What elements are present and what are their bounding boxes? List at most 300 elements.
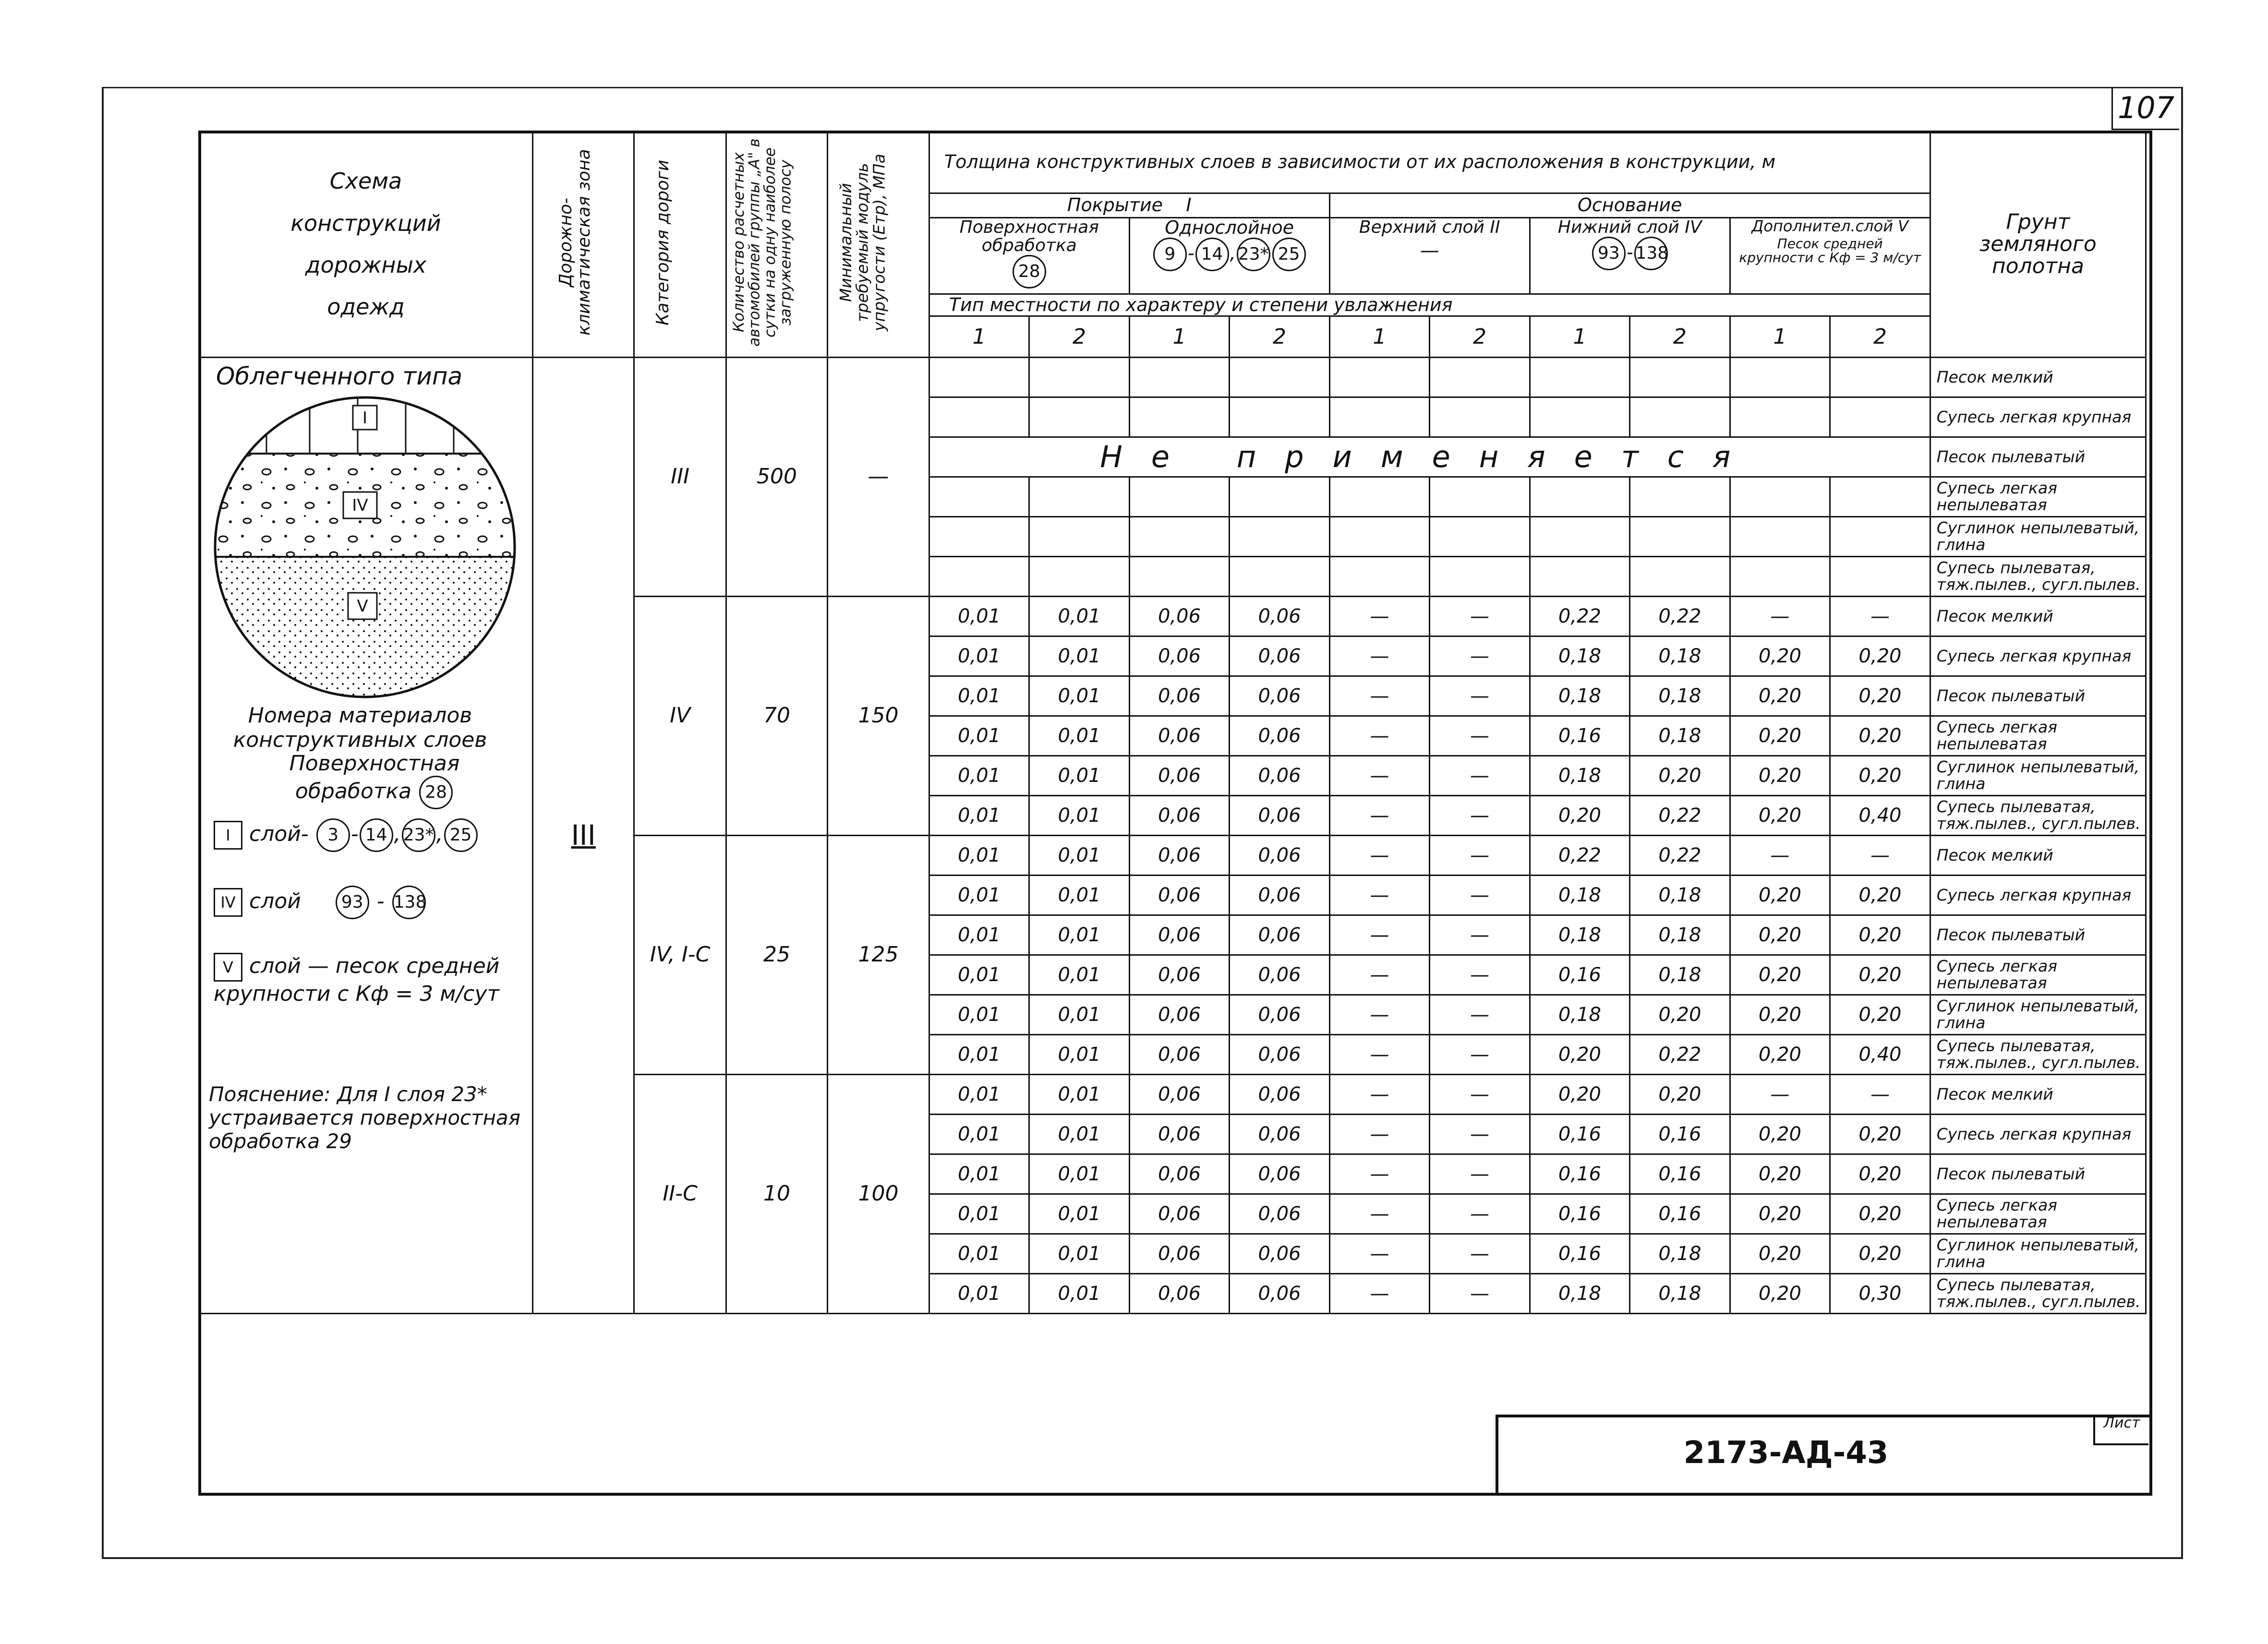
thickness-cell: —: [1329, 676, 1429, 716]
thickness-cell: 0,18: [1630, 1234, 1730, 1274]
thickness-cell: 0,06: [1129, 915, 1229, 955]
legend-item-layer-IV: IV слой 93 - 138: [214, 886, 427, 919]
terrain-col-header: 1: [1129, 316, 1229, 358]
empty-cell: [1430, 517, 1530, 557]
thickness-cell: —: [1430, 1075, 1530, 1115]
empty-cell: [1430, 557, 1530, 597]
empty-cell: [1630, 517, 1730, 557]
empty-cell: [1430, 358, 1530, 397]
thickness-cell: 0,06: [1129, 1274, 1229, 1314]
thickness-cell: 0,06: [1230, 1035, 1329, 1075]
empty-cell: [1129, 517, 1229, 557]
thickness-cell: 0,06: [1230, 1234, 1329, 1274]
thickness-cell: 0,18: [1530, 995, 1629, 1035]
thickness-cell: 0,06: [1129, 836, 1229, 876]
empty-cell: [1230, 477, 1329, 517]
thickness-cell: 0,01: [1029, 995, 1129, 1035]
empty-cell: [1029, 557, 1129, 597]
thickness-cell: —: [1830, 836, 1930, 876]
thickness-cell: 0,01: [929, 1075, 1029, 1115]
thickness-cell: 0,01: [1029, 756, 1129, 796]
thickness-cell: 0,01: [1029, 636, 1129, 676]
construction-type-label: Облегченного типа: [216, 362, 463, 390]
layer-square: I: [214, 821, 242, 850]
thickness-cell: —: [1329, 836, 1429, 876]
material-circle: 28: [419, 776, 453, 809]
thickness-cell: 0,01: [1029, 1115, 1129, 1154]
thickness-cell: 0,18: [1630, 636, 1730, 676]
thickness-cell: 0,06: [1129, 955, 1229, 995]
thickness-cell: 0,20: [1530, 1075, 1629, 1115]
thickness-cell: 0,01: [1029, 1194, 1129, 1234]
thickness-cell: —: [1430, 1115, 1530, 1154]
thickness-cell: 0,22: [1530, 836, 1629, 876]
empty-cell: [1530, 358, 1629, 397]
soil-cell: Супесь легкая непылеватая: [1930, 477, 2146, 517]
thickness-cell: 0,06: [1230, 676, 1329, 716]
thickness-cell: 0,40: [1830, 1035, 1930, 1075]
thickness-cell: 0,06: [1129, 876, 1229, 915]
thickness-cell: 0,01: [1029, 876, 1129, 915]
thickness-cell: 0,06: [1230, 1154, 1329, 1194]
thickness-cell: —: [1329, 1035, 1429, 1075]
thickness-cell: 0,06: [1230, 1194, 1329, 1234]
thickness-cell: —: [1329, 995, 1429, 1035]
thickness-cell: 0,20: [1730, 1035, 1830, 1075]
thickness-cell: 0,01: [929, 597, 1029, 636]
empty-cell: [1830, 358, 1930, 397]
table-row: [199, 358, 2146, 397]
thickness-cell: 0,06: [1129, 716, 1229, 756]
thickness-cell: 0,20: [1730, 716, 1830, 756]
thickness-cell: 0,01: [1029, 676, 1129, 716]
modulus-cell: 150: [828, 597, 929, 836]
terrain-col-header: 1: [929, 316, 1029, 358]
material-circle: 14: [360, 818, 393, 852]
single-layer-header: Однослойное 9 - 14 , 23* 25: [1129, 218, 1329, 294]
material-circle: 25: [1272, 238, 1306, 271]
thickness-cell: 0,16: [1630, 1194, 1730, 1234]
empty-cell: [1630, 358, 1730, 397]
materials-title: Номера материалов конструктивных слоев: [233, 703, 487, 752]
thickness-cell: 0,20: [1730, 756, 1830, 796]
empty-cell: [1730, 557, 1830, 597]
thickness-cell: 0,22: [1530, 597, 1629, 636]
material-circle: 93: [336, 886, 369, 919]
empty-cell: [1129, 557, 1229, 597]
thickness-cell: —: [1329, 597, 1429, 636]
thickness-cell: 0,01: [929, 756, 1029, 796]
thickness-cell: 0,18: [1530, 915, 1629, 955]
traffic-cell: 70: [726, 597, 828, 836]
traffic-header: Количество расчетных автомобилей группы „А" в сутки на одну наиболее загруженную полосу: [726, 132, 828, 358]
material-circle: 138: [392, 886, 426, 919]
thickness-cell: 0,06: [1129, 796, 1229, 836]
thickness-cell: —: [1430, 876, 1530, 915]
empty-cell: [1029, 477, 1129, 517]
thickness-cell: 0,01: [1029, 955, 1129, 995]
soil-cell: Песок мелкий: [1930, 1075, 2146, 1115]
empty-cell: [1029, 397, 1129, 437]
thickness-cell: 0,20: [1530, 1035, 1629, 1075]
thickness-cell: 0,01: [929, 636, 1029, 676]
empty-cell: [1630, 397, 1730, 437]
thickness-cell: 0,20: [1830, 955, 1930, 995]
thickness-cell: 0,06: [1230, 915, 1329, 955]
thickness-cell: 0,16: [1530, 1115, 1629, 1154]
scheme-surface-treatment: Поверхностная обработка 28: [288, 751, 461, 809]
soil-cell: Суглинок непылеватый, глина: [1930, 995, 2146, 1035]
soil-cell: Песок пылеватый: [1930, 676, 2146, 716]
empty-cell: [1730, 358, 1830, 397]
thickness-cell: 0,06: [1129, 756, 1229, 796]
soil-cell: Суглинок непылеватый, глина: [1930, 756, 2146, 796]
material-circle: 23*: [402, 818, 435, 852]
thickness-cell: —: [1329, 1154, 1429, 1194]
base-header: Основание: [1329, 193, 1930, 217]
thickness-cell: 0,18: [1530, 756, 1629, 796]
thickness-cell: 0,20: [1730, 1154, 1830, 1194]
empty-cell: [929, 397, 1029, 437]
thickness-cell: 0,20: [1830, 1194, 1930, 1234]
soil-cell: Супесь легкая крупная: [1930, 876, 2146, 915]
soil-cell: Супесь легкая непылеватая: [1930, 955, 2146, 995]
soil-cell: Супесь легкая крупная: [1930, 397, 2146, 437]
empty-cell: [1230, 517, 1329, 557]
thickness-cell: —: [1329, 876, 1429, 915]
empty-cell: [1630, 557, 1730, 597]
thickness-cell: 0,06: [1230, 955, 1329, 995]
empty-cell: [1730, 397, 1830, 437]
empty-cell: [1230, 397, 1329, 437]
thickness-cell: 0,06: [1230, 1075, 1329, 1115]
thickness-cell: 0,01: [929, 876, 1029, 915]
thickness-cell: —: [1329, 915, 1429, 955]
empty-cell: [1830, 477, 1930, 517]
lower-layer-header: Нижний слой IV 93 - 138: [1530, 218, 1730, 294]
thickness-cell: 0,40: [1830, 796, 1930, 836]
empty-cell: [1730, 477, 1830, 517]
thickness-cell: 0,01: [929, 915, 1029, 955]
soil-cell: Супесь пылеватая, тяж.пылев., сугл.пылев.: [1930, 1035, 2146, 1075]
soil-cell: Супесь пылеватая, тяж.пылев., сугл.пылев.: [1930, 796, 2146, 836]
thickness-cell: 0,16: [1530, 1194, 1629, 1234]
soil-cell: Супесь легкая крупная: [1930, 1115, 2146, 1154]
thickness-cell: —: [1830, 597, 1930, 636]
thickness-cell: —: [1430, 1234, 1530, 1274]
modulus-cell: 125: [828, 836, 929, 1075]
coating-num: I: [1186, 194, 1192, 216]
thickness-cell: 0,06: [1129, 1035, 1229, 1075]
soil-cell: Песок мелкий: [1930, 358, 2146, 397]
category-cell: III: [634, 358, 726, 597]
thickness-cell: —: [1430, 955, 1530, 995]
thickness-cell: 0,20: [1730, 636, 1830, 676]
thickness-cell: 0,01: [929, 716, 1029, 756]
thickness-cell: 0,01: [929, 1194, 1029, 1234]
thickness-cell: 0,20: [1830, 1234, 1930, 1274]
thickness-cell: 0,20: [1630, 1075, 1730, 1115]
legend-item-layer-V: V слой — песок средней крупности с Кф = 3 м/сут: [214, 954, 500, 1006]
thickness-cell: 0,01: [929, 1274, 1029, 1314]
empty-cell: [1530, 477, 1629, 517]
thickness-cell: 0,20: [1730, 1194, 1830, 1234]
thickness-cell: 0,16: [1530, 1154, 1629, 1194]
thickness-cell: 0,20: [1730, 876, 1830, 915]
empty-cell: [1430, 477, 1530, 517]
soil-cell: Песок пылеватый: [1930, 915, 2146, 955]
thickness-cell: 0,20: [1730, 915, 1830, 955]
thickness-title: Толщина конструктивных слоев в зависимости от их расположения в конструкции, м: [929, 132, 1930, 193]
soil-cell: Супесь пылеватая, тяж.пылев., сугл.пылев.: [1930, 1274, 2146, 1314]
thickness-cell: 0,06: [1230, 716, 1329, 756]
thickness-cell: 0,18: [1630, 876, 1730, 915]
thickness-cell: 0,20: [1730, 955, 1830, 995]
thickness-cell: —: [1430, 796, 1530, 836]
thickness-cell: —: [1430, 1274, 1530, 1314]
thickness-cell: 0,06: [1129, 1115, 1229, 1154]
thickness-cell: —: [1430, 915, 1530, 955]
thickness-cell: 0,20: [1830, 636, 1930, 676]
thickness-cell: 0,20: [1730, 1274, 1830, 1314]
empty-cell: [1730, 517, 1830, 557]
thickness-cell: 0,20: [1730, 995, 1830, 1035]
scheme-note: Пояснение: Для I слоя 23* устраивается поверхностная обработка 29: [209, 1082, 521, 1153]
thickness-cell: 0,16: [1530, 1234, 1629, 1274]
layer-bottom-label: V: [357, 597, 368, 616]
thickness-cell: 0,01: [929, 1234, 1029, 1274]
thickness-cell: 0,06: [1230, 1274, 1329, 1314]
thickness-cell: 0,20: [1730, 1234, 1830, 1274]
thickness-cell: —: [1329, 796, 1429, 836]
add-layer-header: Дополнител.слой V Песок средней крупности с Кф = 3 м/сут: [1730, 218, 1930, 294]
scheme-header: Схема конструкций дорожных одежд: [199, 132, 533, 358]
zone-header: Дорожно-климатическая зона: [532, 132, 634, 358]
thickness-cell: 0,16: [1530, 716, 1629, 756]
material-circle: 93: [1592, 237, 1626, 270]
empty-cell: [929, 358, 1029, 397]
thickness-cell: —: [1329, 955, 1429, 995]
thickness-cell: 0,01: [1029, 796, 1129, 836]
layer-circle-svg: [214, 396, 516, 698]
thickness-cell: 0,20: [1730, 796, 1830, 836]
soil-cell: Песок мелкий: [1930, 836, 2146, 876]
empty-cell: [1630, 477, 1730, 517]
thickness-cell: 0,06: [1230, 636, 1329, 676]
thickness-cell: 0,01: [929, 836, 1029, 876]
material-circle: 25: [444, 818, 478, 852]
thickness-cell: 0,01: [1029, 836, 1129, 876]
thickness-cell: —: [1430, 1194, 1530, 1234]
thickness-cell: 0,20: [1830, 876, 1930, 915]
material-circle: 28: [1013, 255, 1046, 288]
material-circle: 9: [1153, 238, 1187, 271]
empty-cell: [929, 477, 1029, 517]
thickness-cell: 0,16: [1630, 1115, 1730, 1154]
thickness-cell: 0,01: [929, 955, 1029, 995]
thickness-cell: 0,06: [1129, 1234, 1229, 1274]
thickness-cell: 0,30: [1830, 1274, 1930, 1314]
thickness-cell: 0,06: [1230, 995, 1329, 1035]
empty-cell: [1830, 557, 1930, 597]
empty-cell: [1329, 358, 1429, 397]
thickness-cell: 0,06: [1230, 836, 1329, 876]
thickness-cell: 0,18: [1630, 676, 1730, 716]
thickness-cell: 0,06: [1230, 756, 1329, 796]
thickness-cell: 0,20: [1630, 756, 1730, 796]
thickness-cell: 0,01: [929, 1035, 1029, 1075]
thickness-cell: 0,16: [1530, 955, 1629, 995]
thickness-cell: 0,20: [1730, 1115, 1830, 1154]
thickness-cell: —: [1329, 636, 1429, 676]
thickness-cell: —: [1430, 597, 1530, 636]
thickness-cell: 0,22: [1630, 597, 1730, 636]
thickness-cell: 0,18: [1530, 676, 1629, 716]
empty-cell: [1230, 557, 1329, 597]
thickness-cell: 0,06: [1230, 796, 1329, 836]
soil-cell: Супесь легкая крупная: [1930, 636, 2146, 676]
soil-cell: Суглинок непылеватый, глина: [1930, 517, 2146, 557]
empty-cell: [1830, 397, 1930, 437]
thickness-cell: —: [1329, 756, 1429, 796]
thickness-cell: —: [1430, 716, 1530, 756]
thickness-cell: —: [1430, 995, 1530, 1035]
thickness-cell: 0,20: [1830, 756, 1930, 796]
thickness-cell: —: [1730, 597, 1830, 636]
terrain-col-header: 1: [1730, 316, 1830, 358]
thickness-cell: 0,18: [1530, 1274, 1629, 1314]
thickness-cell: —: [1730, 1075, 1830, 1115]
thickness-cell: 0,01: [1029, 1075, 1129, 1115]
surface-treatment-header: Поверхностная обработка 28: [929, 218, 1129, 294]
terrain-col-header: 1: [1530, 316, 1629, 358]
thickness-cell: 0,06: [1129, 1154, 1229, 1194]
empty-cell: [1129, 397, 1229, 437]
traffic-cell: 500: [726, 358, 828, 597]
upper-layer-header: Верхний слой II —: [1329, 218, 1530, 294]
thickness-cell: 0,22: [1630, 836, 1730, 876]
layer-square: IV: [214, 888, 242, 917]
empty-cell: [929, 517, 1029, 557]
thickness-cell: —: [1329, 1194, 1429, 1234]
empty-cell: [1230, 358, 1329, 397]
not-used-label: Не применяется: [929, 437, 1930, 477]
empty-cell: [1029, 358, 1129, 397]
thickness-cell: 0,22: [1630, 1035, 1730, 1075]
thickness-cell: —: [1329, 1274, 1429, 1314]
thickness-cell: 0,20: [1830, 915, 1930, 955]
sheet-label: Лист: [2093, 1415, 2148, 1445]
empty-cell: [1129, 358, 1229, 397]
thickness-cell: —: [1430, 756, 1530, 796]
soil-cell: Песок пылеватый: [1930, 437, 2146, 477]
material-circle: 3: [316, 818, 350, 852]
thickness-cell: 0,01: [1029, 1234, 1129, 1274]
thickness-cell: 0,20: [1730, 676, 1830, 716]
thickness-cell: 0,20: [1830, 1154, 1930, 1194]
thickness-cell: 0,01: [929, 1154, 1029, 1194]
category-cell: II-С: [634, 1075, 726, 1314]
traffic-cell: 25: [726, 836, 828, 1075]
soil-cell: Супесь пылеватая, тяж.пылев., сугл.пылев.: [1930, 557, 2146, 597]
thickness-cell: —: [1329, 716, 1429, 756]
terrain-col-header: 1: [1329, 316, 1429, 358]
material-circle: 23*: [1237, 238, 1270, 271]
thickness-cell: 0,20: [1830, 995, 1930, 1035]
category-header: Категория дороги: [634, 132, 726, 358]
empty-cell: [1830, 517, 1930, 557]
thickness-cell: 0,06: [1129, 1194, 1229, 1234]
empty-cell: [1530, 517, 1629, 557]
category-cell: IV, I-С: [634, 836, 726, 1075]
thickness-cell: 0,01: [1029, 716, 1129, 756]
material-circle: 138: [1634, 237, 1668, 270]
thickness-cell: —: [1430, 1035, 1530, 1075]
thickness-cell: 0,16: [1630, 1154, 1730, 1194]
thickness-cell: —: [1830, 1075, 1930, 1115]
soil-cell: Супесь легкая непылеватая: [1930, 1194, 2146, 1234]
thickness-cell: 0,01: [1029, 1274, 1129, 1314]
empty-cell: [1530, 397, 1629, 437]
soil-cell: Супесь легкая непылеватая: [1930, 716, 2146, 756]
thickness-cell: —: [1430, 636, 1530, 676]
empty-cell: [1329, 477, 1429, 517]
thickness-cell: 0,06: [1230, 597, 1329, 636]
soil-cell: Суглинок непылеватый, глина: [1930, 1234, 2146, 1274]
layer-mid-label: IV: [352, 496, 368, 515]
modulus-cell: 100: [828, 1075, 929, 1314]
thickness-cell: 0,01: [1029, 915, 1129, 955]
thickness-cell: 0,18: [1530, 636, 1629, 676]
layer-diagram: [214, 396, 516, 698]
thickness-cell: —: [1430, 836, 1530, 876]
layer-top-label: I: [362, 408, 368, 428]
legend-item-layer-I: I слой- 3 - 14 , 23* , 25: [214, 818, 479, 852]
category-cell: IV: [634, 597, 726, 836]
terrain-header: Тип местности по характеру и степени увлажнения: [929, 294, 1930, 316]
modulus-cell: —: [828, 358, 929, 597]
thickness-cell: 0,01: [1029, 1035, 1129, 1075]
page-number: 107: [2111, 87, 2179, 130]
zone-cell: III: [532, 358, 634, 1314]
thickness-cell: —: [1329, 1115, 1429, 1154]
drawing-code: 2173-АД-43: [1683, 1435, 1889, 1471]
thickness-cell: 0,06: [1129, 1075, 1229, 1115]
thickness-cell: 0,01: [929, 676, 1029, 716]
thickness-cell: —: [1329, 1234, 1429, 1274]
thickness-cell: 0,01: [929, 1115, 1029, 1154]
terrain-col-header: 2: [1029, 316, 1129, 358]
terrain-col-header: 2: [1430, 316, 1530, 358]
thickness-cell: 0,01: [929, 796, 1029, 836]
empty-cell: [929, 557, 1029, 597]
material-circle: 14: [1195, 238, 1229, 271]
thickness-cell: 0,20: [1530, 796, 1629, 836]
thickness-cell: —: [1430, 1154, 1530, 1194]
layer-square: V: [214, 953, 242, 982]
empty-cell: [1329, 517, 1429, 557]
thickness-cell: 0,01: [929, 995, 1029, 1035]
thickness-cell: 0,20: [1830, 716, 1930, 756]
soil-header: Грунт земляного полотна: [1930, 132, 2146, 358]
soil-cell: Песок мелкий: [1930, 597, 2146, 636]
thickness-cell: 0,18: [1630, 716, 1730, 756]
thickness-cell: 0,20: [1830, 676, 1930, 716]
thickness-cell: 0,18: [1630, 1274, 1730, 1314]
empty-cell: [1329, 557, 1429, 597]
thickness-cell: 0,18: [1530, 876, 1629, 915]
traffic-cell: 10: [726, 1075, 828, 1314]
